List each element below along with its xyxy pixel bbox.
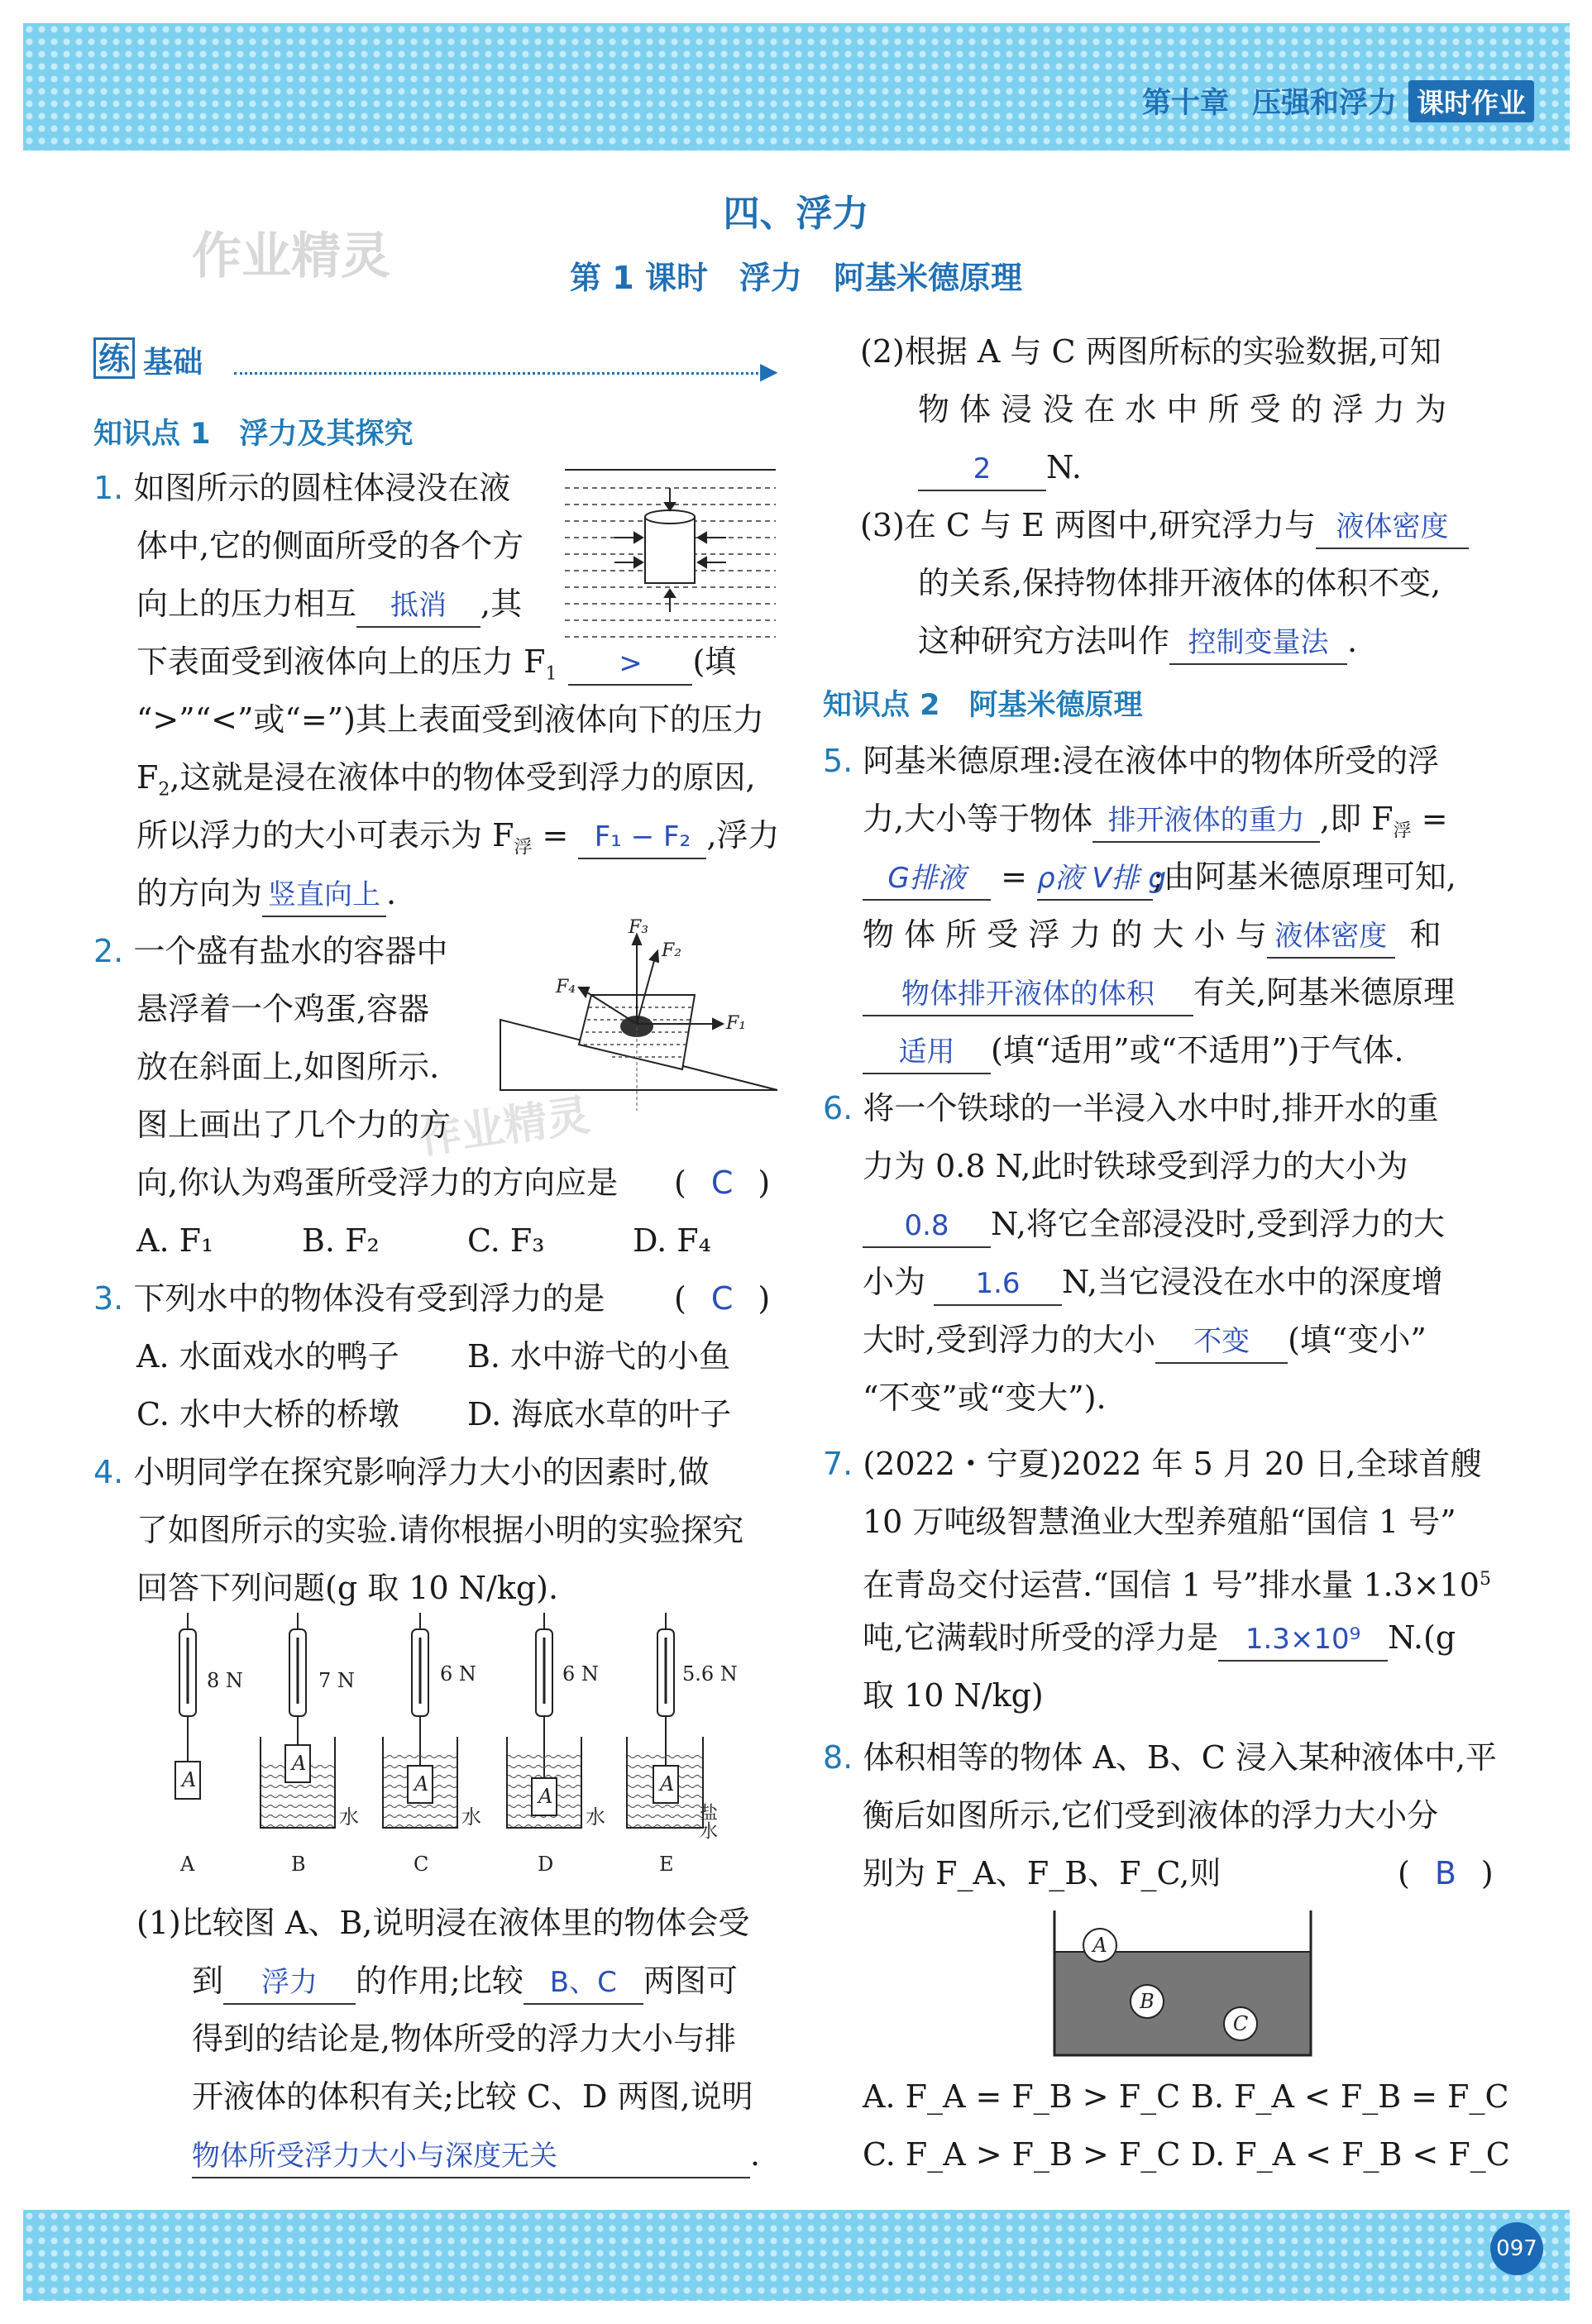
q1-line4-sub: 1 xyxy=(545,663,557,685)
q2-option-d: D. F₄ xyxy=(633,1222,711,1259)
q3-option-a: A. 水面戏水的鸭子 xyxy=(136,1338,399,1375)
q8-option-c: C. F_A > F_B > F_C xyxy=(863,2136,1181,2173)
q6-line2: 力为 0.8 N,此时铁球受到浮力的大小为 xyxy=(863,1148,1408,1184)
q1-line7a: 所以浮力的大小可表示为 F xyxy=(136,817,514,854)
q4-s3-answer-2: 控制变量法 xyxy=(1169,622,1347,665)
q1-answer-3: F₁ − F₂ xyxy=(578,816,706,859)
q6-answer-3: 不变 xyxy=(1155,1321,1288,1364)
q1-answer-1: 抵消 xyxy=(356,585,480,628)
q5-eq: = xyxy=(991,858,1037,895)
ball-b-label: B xyxy=(1140,1990,1155,2013)
q2-incline-figure xyxy=(496,916,782,1115)
running-header xyxy=(1142,79,1534,122)
q5-line2b: ,即 F xyxy=(1320,801,1394,837)
q8-line3: 别为 F_A、F_B、F_C,则 xyxy=(863,1855,1221,1891)
q1-line3b: ,其 xyxy=(480,586,523,622)
q1-line5: “>”“<”或“=”)其上表面受到液体向下的压力 xyxy=(136,701,764,738)
q2-paren-right: ) xyxy=(758,1164,771,1201)
block-c: A xyxy=(414,1772,429,1796)
q6-line5b: (填“变小” xyxy=(1288,1322,1427,1358)
q1-line1: 如图所示的圆柱体浸没在液 xyxy=(133,470,511,506)
q1-line8b: . xyxy=(386,875,397,911)
q5-line1: 阿基米德原理:浸在液体中的物体所受的浮 xyxy=(863,743,1440,779)
q8-option-a: A. F_A = F_B > F_C xyxy=(863,2078,1181,2115)
q5-line3b: ;由阿基米德原理可知, xyxy=(1153,858,1456,895)
q7-answer: 1.3×10⁹ xyxy=(1218,1619,1388,1662)
liquid-e: 盐水 xyxy=(696,1803,718,1839)
q2-option-b: B. F₂ xyxy=(302,1222,380,1259)
q1-line8a: 的方向为 xyxy=(136,875,263,911)
q5-answer-5: 物体排开液体的体积 xyxy=(863,973,1193,1016)
q2-line1: 一个盛有盐水的容器中 xyxy=(133,933,448,969)
q2-line2: 悬浮着一个鸡蛋,容器 xyxy=(136,991,430,1027)
q2-line4: 图上画出了几个力的方 xyxy=(136,1107,452,1143)
q1-cylinder-figure xyxy=(565,463,780,662)
practice-bar xyxy=(93,337,778,385)
q5-answer-4: 液体密度 xyxy=(1267,916,1395,959)
q6-line3b: N,将它全部浸没时,受到浮力的大 xyxy=(991,1206,1445,1242)
q8-line2: 衡后如图所示,它们受到液体的浮力大小分 xyxy=(863,1797,1439,1834)
arrow-icon: ▶ xyxy=(760,357,778,385)
q2-line3: 放在斜面上,如图所示. xyxy=(136,1049,440,1085)
q1-line4b: (填 xyxy=(692,643,737,680)
q6-line1: 将一个铁球的一半浸入水中时,排开水的重 xyxy=(863,1090,1439,1126)
q6-line6: “不变”或“变大”). xyxy=(863,1380,1107,1416)
q2-option-c: C. F₃ xyxy=(467,1222,545,1259)
watermark-2: 作业精灵 xyxy=(415,1090,593,1164)
q4-s2-line1: (2)根据 A 与 C 两图所标的实验数据,可知 xyxy=(860,333,1441,370)
reading-c: 6 N xyxy=(440,1662,476,1686)
liquid-c: 水 xyxy=(461,1805,481,1829)
q8-number: 8. xyxy=(823,1739,853,1776)
q5-line2a: 力,大小等于物体 xyxy=(863,801,1093,837)
q2-label-f4: F₄ xyxy=(556,977,576,997)
q2-line5: 向,你认为鸡蛋所受浮力的方向应是 xyxy=(136,1164,619,1201)
q1-line6b: ,这就是浸在液体中的物体受到浮力的原因, xyxy=(170,759,756,796)
q7-line4a: 吨,它满载时所受的浮力是 xyxy=(863,1619,1219,1656)
topic-label: 压强和浮力 xyxy=(1251,87,1397,120)
knowledge-point-2: 知识点 2 阿基米德原理 xyxy=(823,689,1143,722)
lesson-title: 第 1 课时 浮力 阿基米德原理 xyxy=(570,260,1022,296)
q2-number: 2. xyxy=(93,933,124,969)
label-a: A xyxy=(180,1853,195,1876)
q7-line4b: N.(g xyxy=(1388,1619,1456,1656)
page-number: 097 xyxy=(1490,2222,1543,2275)
chapter-label: 第十章 xyxy=(1141,87,1229,120)
q4-s1-end: . xyxy=(750,2136,761,2173)
q4-s1-line2c: 两图可 xyxy=(643,1963,738,1999)
q1-line6a: F xyxy=(136,759,159,796)
q8-option-b: B. F_A < F_B = F_C xyxy=(1191,2078,1509,2115)
scale-c xyxy=(383,1613,457,1828)
q4-s1-line1: (1)比较图 A、B,说明浸在液体里的物体会受 xyxy=(136,1905,750,1941)
knowledge-point-1: 知识点 1 浮力及其探究 xyxy=(93,418,414,451)
q6-answer-1: 0.8 xyxy=(863,1205,991,1248)
block-b: A xyxy=(292,1752,307,1775)
q4-s1-answer-2: B、C xyxy=(523,1962,643,2005)
q6-line4a: 小为 xyxy=(863,1264,926,1300)
q4-experiment-figure xyxy=(149,1613,744,1886)
q4-s3-end: . xyxy=(1347,623,1358,659)
q1-line2: 体中,它的侧面所受的各个方 xyxy=(136,528,524,564)
ball-a-label: A xyxy=(1092,1934,1107,1957)
q1-line3a: 向上的压力相互 xyxy=(136,586,357,622)
q2-label-f1: F₁ xyxy=(726,1013,747,1034)
q8-line1: 体积相等的物体 A、B、C 浸入某种液体中,平 xyxy=(863,1739,1498,1776)
scale-b xyxy=(261,1613,335,1828)
q5-answer-2: G排液 xyxy=(863,858,991,901)
q5-line6b: (填“适用”或“不适用”)于气体. xyxy=(991,1032,1404,1069)
q2-answer: C xyxy=(710,1164,734,1201)
q1-line7-eq: = xyxy=(532,817,579,854)
q5-answer-3: ρ液 V排 g xyxy=(1037,858,1153,901)
q3-stem: 下列水中的物体没有受到浮力的是 xyxy=(133,1280,605,1317)
label-d: D xyxy=(538,1853,554,1876)
block-d: A xyxy=(538,1785,553,1808)
q5-line4a: 物 体 所 受 浮 力 的 大 小 与 xyxy=(863,916,1267,953)
reading-d: 6 N xyxy=(562,1662,599,1686)
scale-e xyxy=(627,1613,703,1828)
q5-line4b: 和 xyxy=(1409,916,1441,953)
q1-number: 1. xyxy=(93,470,124,506)
q4-s3-line3a: 这种研究方法叫作 xyxy=(918,623,1170,659)
q7-line2: 10 万吨级智慧渔业大型养殖船“国信 1 号” xyxy=(863,1504,1456,1540)
q2-label-f2: F₂ xyxy=(662,940,682,961)
block-a: A xyxy=(182,1768,197,1791)
q5-number: 5. xyxy=(823,743,853,779)
q7-line5: 取 10 N/kg) xyxy=(863,1677,1044,1714)
liquid-b: 水 xyxy=(339,1805,359,1829)
practice-badge: 练 xyxy=(93,337,135,379)
q7-line3a: 在青岛交付运营.“国信 1 号”排水量 1.3×10 xyxy=(863,1566,1480,1604)
q3-option-b: B. 水中游弋的小鱼 xyxy=(467,1338,731,1375)
reading-a: 8 N xyxy=(207,1669,243,1692)
q6-line4b: N,当它浸没在水中的深度增 xyxy=(1062,1264,1443,1300)
q5-line2-sub: 浮 xyxy=(1393,820,1412,842)
watermark: 作业精灵 xyxy=(192,227,390,285)
q3-option-d: D. 海底水草的叶子 xyxy=(467,1396,732,1432)
block-e: A xyxy=(660,1772,675,1796)
q4-s3-answer-1: 液体密度 xyxy=(1316,506,1469,549)
reading-e: 5.6 N xyxy=(682,1662,738,1686)
q4-s2-unit: N. xyxy=(1046,449,1082,485)
liquid-d: 水 xyxy=(586,1805,605,1829)
q7-line3-sup: 5 xyxy=(1479,1569,1491,1590)
q1-line4a: 下表面受到液体向上的压力 F xyxy=(136,643,546,680)
q8-answer: B xyxy=(1434,1855,1456,1891)
q2-option-a: A. F₁ xyxy=(136,1222,214,1259)
q4-number: 4. xyxy=(93,1454,124,1490)
label-c: C xyxy=(414,1853,429,1876)
q1-line7-sub: 浮 xyxy=(514,837,533,858)
q4-s1-line3: 得到的结论是,物体所受的浮力大小与排 xyxy=(192,2020,737,2057)
q5-answer-1: 排开液体的重力 xyxy=(1092,800,1320,843)
q1-line6-sub: 2 xyxy=(158,779,170,801)
q6-answer-2: 1.6 xyxy=(934,1263,1062,1306)
q7-number: 7. xyxy=(823,1446,853,1482)
q5-line5b: 有关,阿基米德原理 xyxy=(1193,974,1456,1011)
q4-s2-answer: 2 xyxy=(918,448,1046,491)
brand-badge: 课时作业 xyxy=(1408,80,1534,122)
q4-s1-line2a: 到 xyxy=(192,1963,224,1999)
q3-number: 3. xyxy=(93,1280,124,1317)
q3-option-c: C. 水中大桥的桥墩 xyxy=(136,1396,399,1432)
label-b: B xyxy=(291,1853,306,1876)
q4-line3: 回答下列问题(g 取 10 N/kg). xyxy=(136,1570,559,1606)
q6-line5a: 大时,受到浮力的大小 xyxy=(863,1322,1156,1358)
label-e: E xyxy=(659,1853,674,1876)
q4-s3-line1a: (3)在 C 与 E 两图中,研究浮力与 xyxy=(860,507,1317,543)
q4-s1-line2b: 的作用;比较 xyxy=(356,1963,523,1999)
q4-line2: 了如图所示的实验.请你根据小明的实验探究 xyxy=(136,1512,744,1548)
q4-s2-line2: 物 体 浸 没 在 水 中 所 受 的 浮 力 为 xyxy=(918,391,1446,428)
q8-container-figure xyxy=(1050,1910,1315,2059)
q1-answer-4: 竖直向上 xyxy=(262,874,386,917)
q2-paren-left: ( xyxy=(674,1164,686,1201)
q4-s3-line2: 的关系,保持物体排开液体的体积不变, xyxy=(918,565,1441,601)
q5-answer-6: 适用 xyxy=(863,1031,991,1074)
practice-arrow-line xyxy=(234,372,763,375)
q1-answer-2: > xyxy=(568,643,692,686)
reading-b: 7 N xyxy=(318,1669,355,1692)
q5-line2-eq: = xyxy=(1411,801,1448,837)
section-title: 四、浮力 xyxy=(723,193,869,235)
q4-line1: 小明同学在探究影响浮力大小的因素时,做 xyxy=(133,1454,710,1490)
practice-label: 基础 xyxy=(143,346,203,380)
q1-line7b: ,浮力 xyxy=(706,817,780,854)
q2-label-f3: F₃ xyxy=(629,917,649,938)
q8-option-d: D. F_A < F_B < F_C xyxy=(1191,2136,1510,2173)
q4-s1-line4: 开液体的体积有关;比较 C、D 两图,说明 xyxy=(192,2078,753,2115)
q7-line1: (2022・宁夏)2022 年 5 月 20 日,全球首艘 xyxy=(863,1446,1482,1482)
q4-s1-answer-3: 物体所受浮力大小与深度无关 xyxy=(192,2135,750,2178)
q3-answer: C xyxy=(710,1280,734,1317)
ball-c-label: C xyxy=(1232,2012,1249,2035)
border-bottom xyxy=(23,2210,1570,2301)
q4-s1-answer-1: 浮力 xyxy=(223,1962,356,2005)
q6-number: 6. xyxy=(823,1090,853,1126)
